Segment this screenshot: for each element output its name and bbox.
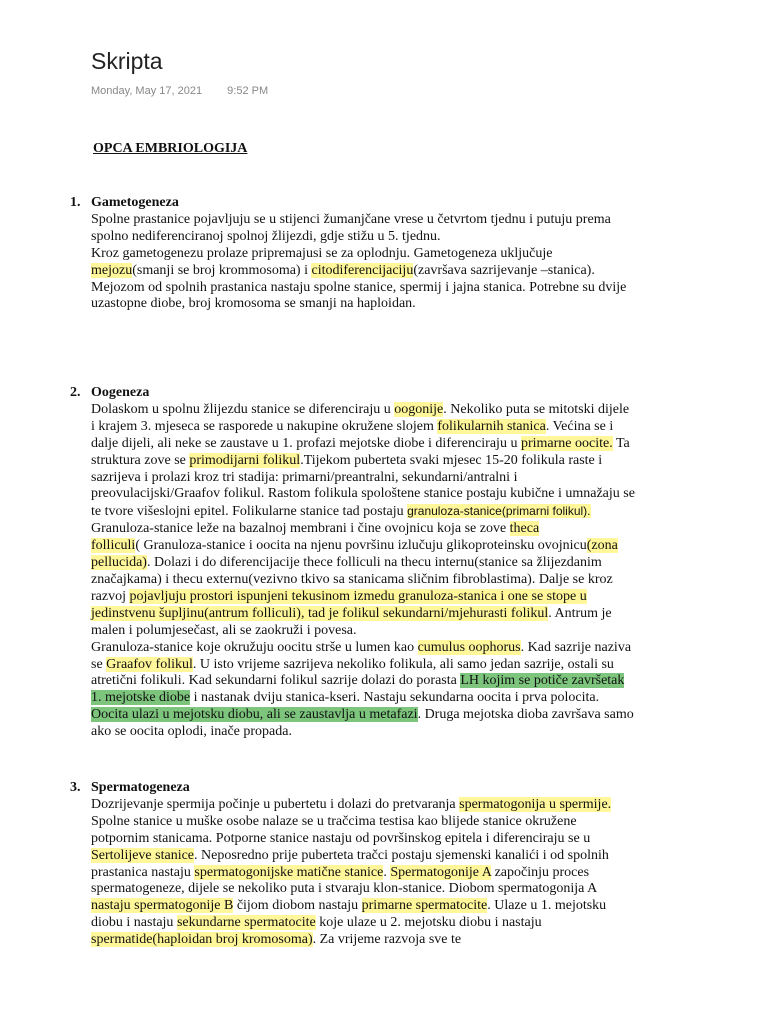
text-run: (završava sazrijevanje –stanica).: [413, 262, 595, 278]
text-line: [91, 623, 680, 640]
text-run: spermatogeneze, dijele se nekoliko puta i stvaraju klon-stanice. Diobom spermatogonija A: [91, 881, 598, 897]
section-spermatogeneza: [70, 780, 680, 949]
text-line: [91, 246, 680, 263]
section-title: Oogeneza: [91, 385, 150, 400]
text-line: [91, 589, 680, 606]
text-line: [91, 657, 680, 674]
text-line: [91, 436, 680, 453]
text-line: [91, 453, 680, 470]
text-line: [91, 419, 680, 436]
text-line: [91, 212, 680, 229]
text-run: ( Granuloza-stanice i oocita na njenu površinu izlučuju glikoproteinsku ovojnicu: [135, 538, 587, 554]
page-time: 9:52 PM: [227, 85, 269, 97]
highlighted-text: Spermatogonije A: [390, 864, 492, 880]
text-run: . Druga mejotska dioba završava samo: [417, 707, 634, 723]
text-run: .: [383, 864, 391, 880]
text-run: prastanica nastaju: [91, 864, 195, 880]
text-run: značajkama) i thecu externu(vezivno tkivo sa stanicama sličnim fibroblastima). Dalje se kroz: [91, 571, 613, 587]
highlighted-text: nastaju spermatogonije B: [91, 898, 234, 914]
highlighted-text: 1. mejotske diobe: [91, 690, 191, 706]
text-run: . Ulaze u 1. mejotsku: [487, 898, 607, 914]
text-line: [91, 724, 680, 741]
highlighted-text: LH kojim se potiče završetak: [460, 673, 625, 689]
highlighted-text: oogonije: [394, 401, 444, 417]
text-run: te tvore višeslojni epitel. Folikularne stanice tad postaju: [91, 504, 408, 520]
highlighted-text: jedinstvenu šupljinu(antrum folliculi), tad je folikul sekundarni/mjehurasti folikul: [91, 605, 549, 621]
text-run: . Nekoliko puta se mitotski dijele: [443, 401, 630, 417]
section-number: 3.: [70, 780, 81, 795]
highlighted-text: Oocita ulazi u mejotsku diobu, ali se zaustavlja u metafazi: [91, 707, 418, 723]
page-timestamp: [91, 84, 268, 98]
text-line: [91, 296, 680, 313]
page-date: Monday, May 17, 2021: [91, 85, 203, 97]
text-line: [91, 263, 680, 280]
text-run: . U isto vrijeme sazrijeva nekoliko folikula, ali samo jedan sazrije, ostali su: [192, 656, 614, 672]
text-line: [91, 280, 680, 297]
section-body: [70, 402, 680, 741]
text-run: . Kad sazrije naziva: [520, 639, 632, 655]
text-line: [91, 640, 680, 657]
text-line: [91, 229, 680, 246]
text-run: . Neposredno prije puberteta tračci postaju sjemenski kanalići i od spolnih: [194, 847, 609, 863]
text-line: [91, 814, 680, 831]
text-line: [91, 538, 680, 555]
text-run: i krajem 3. mjeseca se rasporede u nakupine okružene slojem: [91, 418, 438, 434]
section-number: 2.: [70, 385, 81, 400]
highlighted-text: spermatide(haploidan broj kromosoma): [91, 932, 313, 948]
highlighted-text: primodijarni folikul: [189, 452, 301, 468]
text-run: Dolaskom u spolnu žlijezdu stanice se diferenciraju u: [91, 401, 395, 417]
text-run: .Tijekom puberteta svaki mjesec 15-20 folikula raste i: [300, 452, 603, 468]
text-run: dalje dijeli, ali neke se zaustave u 1. profazi mejotske diobe i diferenciraju u: [91, 435, 521, 451]
text-run: preovulacijski/Graafov folikul. Rastom folikula spološtene stanice postaju kubične i umnažaju se: [91, 486, 635, 502]
text-run: (smanji se broj krommosoma) i: [132, 262, 312, 278]
text-run: diobu i nastaju: [91, 915, 177, 931]
text-run: Ta: [612, 435, 630, 451]
text-line: [91, 831, 680, 848]
text-run: uzastopne diobe, broj kromosoma se smanji na haploidan.: [91, 296, 416, 312]
text-run: Spolne prastanice pojavljuju se u stijenci žumanjčane vrese u četvrtom tjednu i putuju prema: [91, 211, 611, 227]
text-run: započinju proces: [491, 864, 590, 880]
highlighted-text: Graafov folikul: [106, 656, 193, 672]
highlighted-text: pellucida): [91, 555, 147, 571]
text-run: Dozrijevanje spermija počinje u pubertetu i dolazi do pretvaranja: [91, 796, 460, 812]
highlighted-text: mejozu: [91, 262, 133, 278]
section-title: Spermatogeneza: [91, 780, 190, 795]
text-run: Mejozom od spolnih prastanica nastaju spolne stanice, spermij i jajna stanica. Potrebne su dvije: [91, 279, 627, 295]
text-run: malen i polumjesečast, ali se zaokruži i povesa.: [91, 622, 357, 638]
text-line: [91, 932, 680, 949]
section-body: [70, 212, 680, 313]
text-line: [91, 521, 680, 538]
highlighted-text: primarne spermatocite: [361, 898, 488, 914]
text-line: [91, 555, 680, 572]
highlighted-text: granuloza-stanice(primarni folikul).: [407, 504, 591, 519]
text-run: . Antrum je: [548, 605, 612, 621]
highlighted-text: folikularnih stanica: [437, 418, 546, 434]
text-run: koje ulaze u 2. mejotsku diobu i nastaju: [315, 915, 542, 931]
text-line: [91, 848, 680, 865]
text-line: [91, 881, 680, 898]
highlighted-text: cumulus oophorus: [417, 639, 521, 655]
highlighted-text: primarne oocite.: [520, 435, 613, 451]
highlighted-text: (zona: [586, 538, 618, 554]
text-line: [91, 898, 680, 915]
text-line: [91, 606, 680, 623]
text-line: [91, 503, 680, 521]
text-run: struktura zove se: [91, 452, 190, 468]
text-line: [91, 572, 680, 589]
section-body: [70, 797, 680, 949]
text-line: [91, 865, 680, 882]
highlighted-text: spermatogonijske matične stanice: [194, 864, 384, 880]
text-run: Granuloza-stanice koje okružuju oocitu strše u lumen kao: [91, 639, 418, 655]
highlighted-text: spermatogonija u spermije.: [459, 796, 612, 812]
text-line: [91, 915, 680, 932]
highlighted-text: pojavljuju prostori ispunjeni tekusinom izmedu granuloza-stanica i one se stope u: [129, 588, 587, 604]
text-run: razvoj: [91, 588, 130, 604]
text-line: [91, 797, 680, 814]
text-run: ako se oocita oplodi, inače propada.: [91, 724, 292, 740]
highlighted-text: folliculi: [91, 538, 136, 554]
highlighted-text: Sertolijeve stanice: [91, 847, 195, 863]
highlighted-text: theca: [509, 521, 540, 537]
section-title: Gametogeneza: [91, 195, 179, 210]
text-line: [91, 707, 680, 724]
text-run: spolno nediferenciranoj spolnoj žlijezdi, gdje stižu u 5. tjednu.: [91, 228, 441, 244]
text-run: i nastanak dviju stanica-kseri. Nastaju sekundarna oocita i prva polocita.: [190, 690, 600, 706]
highlighted-text: sekundarne spermatocite: [176, 915, 316, 931]
text-run: potpornim stanicama. Potporne stanice nastaju od površinskog epitela i diferenciraju se u: [91, 830, 591, 846]
section-oogeneza: [70, 385, 680, 741]
text-run: . Za vrijeme razvoja sve te: [312, 932, 462, 948]
text-line: [91, 402, 680, 419]
text-line: [91, 690, 680, 707]
text-run: čijom diobom nastaju: [233, 898, 362, 914]
text-run: atretični folikuli. Kad sekundarni folikul sazrije dolazi do porasta: [91, 673, 461, 689]
text-line: [91, 673, 680, 690]
text-run: se: [91, 656, 107, 672]
section-gametogeneza: [70, 195, 680, 313]
text-line: [91, 486, 680, 503]
text-run: Granuloza-stanice leže na bazalnoj membrani i čine ovojnicu koja se zove: [91, 521, 510, 537]
document-heading: OPCA EMBRIOLOGIJA: [93, 141, 248, 156]
text-run: Kroz gametogenezu prolaze pripremajusi se za oplodnju. Gametogeneza uključuje: [91, 245, 553, 261]
text-run: sazrijeva i prolazi kroz tri stadija: primarni/preantralni, sekundarni/antralni i: [91, 469, 518, 485]
text-run: Spolne stanice u muške osobe nalaze se u tračcima testisa kao blijede stanice okružene: [91, 813, 577, 829]
section-number: 1.: [70, 195, 81, 210]
highlighted-text: citodiferencijaciju: [311, 262, 414, 278]
text-run: . Dolazi i do diferencijacije thece folliculi na thecu internu(stanice sa žlijezdanim: [146, 555, 602, 571]
text-run: . Većina se i: [545, 418, 614, 434]
page-title: Skripta: [91, 48, 163, 74]
text-line: [91, 470, 680, 487]
